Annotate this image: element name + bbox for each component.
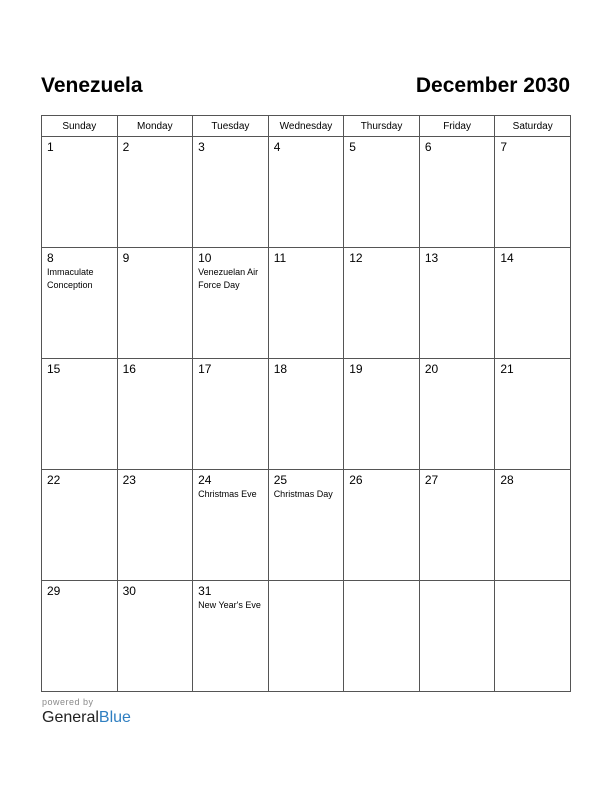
weekday-friday: Friday	[419, 116, 495, 137]
holiday-label: New Year's Eve	[198, 600, 261, 610]
week-row	[42, 359, 571, 470]
day-number: 6	[424, 140, 432, 154]
holiday-label: Christmas Day	[273, 489, 333, 499]
day-cell	[268, 137, 344, 248]
day-cell	[42, 359, 118, 470]
day-number: 22	[47, 473, 61, 487]
day-cell	[419, 248, 495, 359]
weekday-header-row	[42, 116, 571, 137]
day-cell	[193, 137, 269, 248]
day-number: 24	[198, 473, 212, 487]
day-cell	[117, 359, 193, 470]
day-number: 1	[47, 140, 54, 154]
day-cell	[42, 248, 118, 359]
day-cell	[193, 248, 269, 359]
day-number: 18	[273, 362, 288, 376]
day-number: 10	[198, 251, 212, 265]
country-title: Venezuela	[41, 73, 143, 97]
day-number: 3	[198, 140, 205, 154]
day-cell	[419, 470, 495, 581]
day-number: 14	[500, 251, 514, 265]
day-cell	[193, 470, 269, 581]
day-cell	[495, 137, 571, 248]
day-number: 9	[122, 251, 130, 265]
day-cell	[268, 248, 344, 359]
day-cell	[495, 359, 571, 470]
day-cell	[42, 581, 118, 692]
calendar-header	[41, 70, 570, 100]
day-cell	[268, 581, 344, 692]
day-number: 23	[122, 473, 136, 487]
brand-general-text: General	[42, 709, 99, 726]
day-cell	[193, 581, 269, 692]
day-cell	[42, 470, 118, 581]
day-number: 21	[500, 362, 514, 376]
day-cell	[42, 137, 118, 248]
weekday-tuesday: Tuesday	[193, 116, 269, 137]
day-number: 5	[349, 140, 356, 154]
day-number: 25	[273, 473, 288, 487]
day-cell	[117, 470, 193, 581]
day-cell	[419, 137, 495, 248]
day-cell	[117, 248, 193, 359]
brand-logo	[42, 708, 131, 728]
day-number: 17	[198, 362, 212, 376]
day-cell	[344, 581, 420, 692]
day-cell	[419, 581, 495, 692]
day-number: 29	[47, 584, 61, 598]
day-number: 26	[349, 473, 363, 487]
weekday-saturday: Saturday	[495, 116, 571, 137]
day-number: 28	[500, 473, 514, 487]
day-number: 13	[424, 251, 439, 265]
weekday-thursday: Thursday	[344, 116, 420, 137]
day-number: 2	[122, 140, 130, 154]
weekday-sunday: Sunday	[42, 116, 118, 137]
day-number: 15	[47, 362, 61, 376]
day-cell	[268, 359, 344, 470]
week-row	[42, 470, 571, 581]
day-cell	[344, 359, 420, 470]
holiday-label: Venezuelan Air Force Day	[198, 267, 259, 290]
day-cell	[495, 248, 571, 359]
day-number: 7	[500, 140, 508, 154]
day-cell	[344, 248, 420, 359]
powered-by-label: powered by	[42, 697, 94, 707]
month-title: December 2030	[415, 73, 570, 97]
day-number: 12	[349, 251, 363, 265]
holiday-label: Immaculate Conception	[47, 267, 94, 290]
day-number: 16	[122, 362, 136, 376]
day-cell	[344, 470, 420, 581]
day-cell	[344, 137, 420, 248]
day-number: 19	[349, 362, 363, 376]
weekday-wednesday: Wednesday	[268, 116, 344, 137]
week-row	[42, 581, 571, 692]
day-number: 4	[273, 140, 281, 154]
day-cell	[117, 581, 193, 692]
day-cell	[117, 137, 193, 248]
calendar-grid	[41, 115, 571, 692]
week-row	[42, 248, 571, 359]
day-number: 30	[122, 584, 136, 598]
day-cell	[419, 359, 495, 470]
footer-branding	[42, 697, 131, 728]
day-number: 8	[47, 251, 54, 265]
weekday-monday: Monday	[117, 116, 193, 137]
day-number: 11	[273, 251, 287, 265]
day-cell	[193, 359, 269, 470]
day-cell	[495, 470, 571, 581]
holiday-label: Christmas Eve	[198, 489, 257, 499]
day-number: 31	[198, 584, 212, 598]
day-cell	[495, 581, 571, 692]
day-number: 20	[424, 362, 439, 376]
brand-blue-text: Blue	[98, 709, 131, 726]
week-row	[42, 137, 571, 248]
day-cell	[268, 470, 344, 581]
day-number: 27	[424, 473, 439, 487]
